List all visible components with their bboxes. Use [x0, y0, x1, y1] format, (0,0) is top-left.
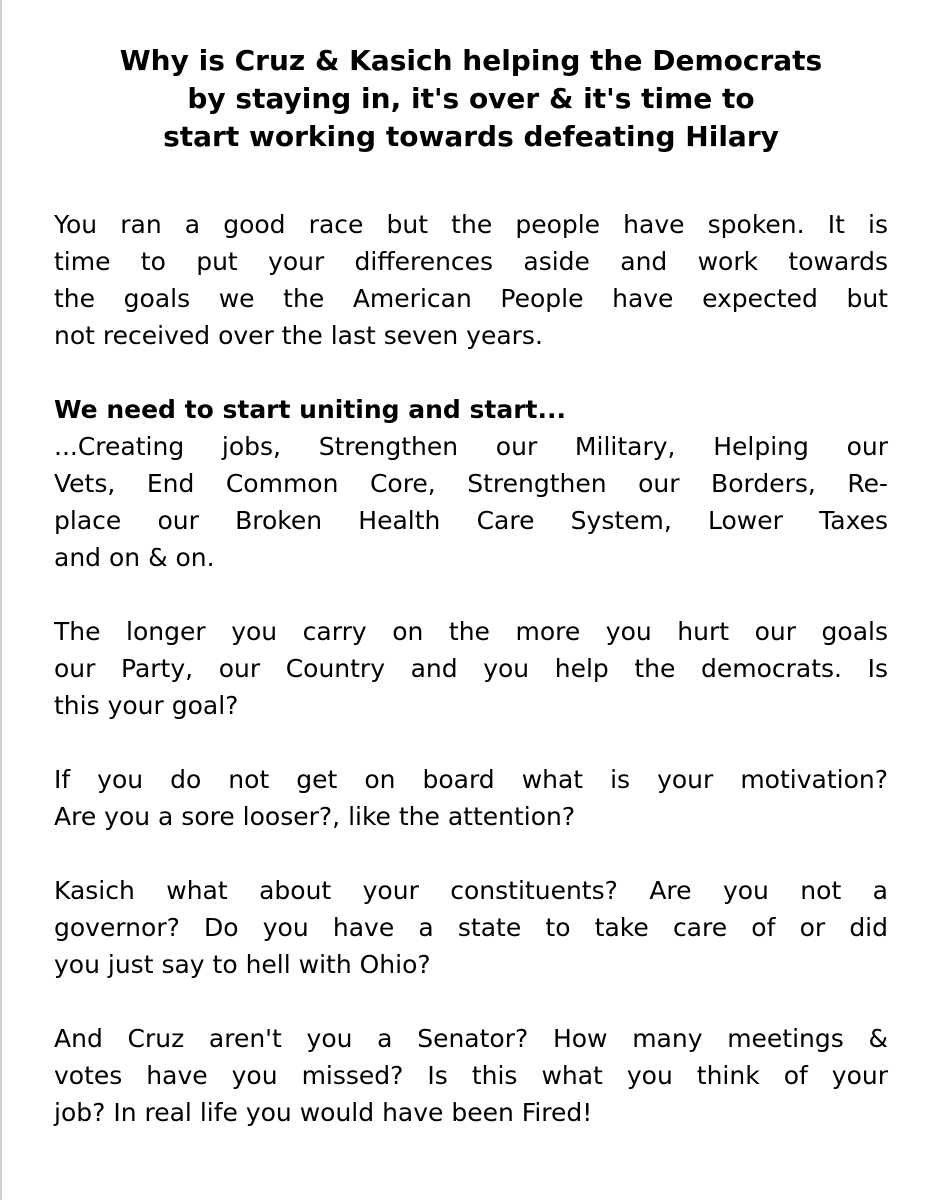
paragraph-kasich: [54, 872, 888, 983]
document-content: [54, 42, 888, 1131]
paragraph-line: this your goal?: [54, 691, 239, 720]
paragraph-line: Kasich what about your constituents? Are you not a: [54, 876, 888, 905]
paragraph-line: our Party, our Country and you help the democrats. Is: [54, 654, 888, 683]
paragraph-line: Vets, End Common Core, Strengthen our Borders, Re-: [54, 469, 888, 498]
paragraph-line: time to put your differences aside and work towards: [54, 247, 888, 276]
paragraph-line: ...Creating jobs, Strengthen our Military, Helping our: [54, 432, 888, 461]
paragraph-line: votes have you missed? Is this what you think of your: [54, 1061, 888, 1090]
paragraph-uniting: [54, 391, 888, 576]
paragraph-motivation: [54, 761, 888, 835]
paragraph-longer: [54, 613, 888, 724]
paragraph-line: You ran a good race but the people have spoken. It is: [54, 210, 888, 239]
paragraph-line: not received over the last seven years.: [54, 321, 543, 350]
paragraph-line: and on & on.: [54, 543, 215, 572]
paragraph-line: you just say to hell with Ohio?: [54, 950, 431, 979]
paragraph-heading: We need to start uniting and start...: [54, 395, 566, 424]
paragraph-line: place our Broken Health Care System, Lower Taxes: [54, 506, 888, 535]
paragraph-line: The longer you carry on the more you hurt our goals: [54, 617, 888, 646]
paragraph-line: If you do not get on board what is your motivation?: [54, 765, 888, 794]
document-title: [54, 42, 888, 156]
title-line: Why is Cruz & Kasich helping the Democrats: [119, 44, 823, 77]
paragraph-line: Are you a sore looser?, like the attention?: [54, 802, 576, 831]
paragraph-line: job? In real life you would have been Fired!: [54, 1098, 593, 1127]
paragraph-race: [54, 206, 888, 354]
paragraph-line: governor? Do you have a state to take care of or did: [54, 913, 888, 942]
paragraph-line: the goals we the American People have expected but: [54, 284, 888, 313]
title-line: start working towards defeating Hilary: [163, 120, 779, 153]
paragraph-cruz: [54, 1020, 888, 1131]
title-line: by staying in, it's over & it's time to: [187, 82, 755, 115]
paragraph-line: And Cruz aren't you a Senator? How many meetings &: [54, 1024, 888, 1053]
